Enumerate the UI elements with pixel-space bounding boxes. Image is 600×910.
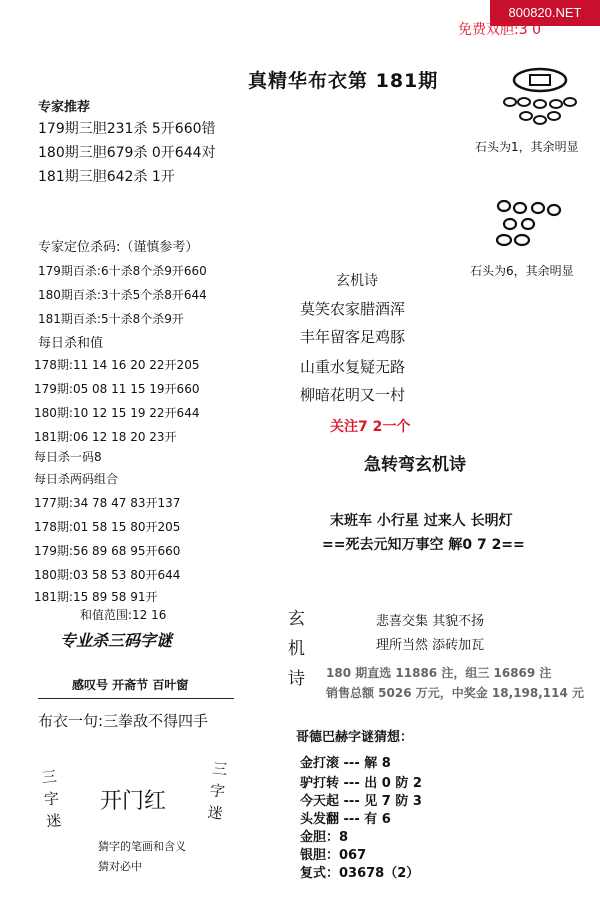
godel-row: 今天起 --- 见 7 防 3 [300,794,422,809]
position-kill-row: 179期百杀:6十杀8个杀9开660 [38,264,207,278]
xuan-char: 玄 [288,609,305,629]
turn-line: 末班车 小行星 过来人 长明灯 [330,513,513,529]
three-word-left-char: 迷 [45,811,63,831]
stones-top-caption: 石头为1，其余明显 [475,140,579,154]
mystic-poem-heading: 玄机诗 [336,273,378,289]
mystic-poem-line: 柳暗花明又一村 [300,386,406,404]
godel-row: 复式：03678（2） [300,866,420,881]
position-kill-heading: 专家定位杀码:（谨慎参考） [38,240,199,255]
page-title: 真精华布衣第 181期 [248,70,439,92]
xuan-char: 机 [288,639,305,659]
stones-top-illustration [490,66,590,136]
divider [38,698,234,699]
daily-two-row: 180期:03 58 53 80开644 [34,568,181,582]
daily-sum-row: 179期:05 08 11 15 19开660 [34,382,200,396]
sales-line: 180 期直选 11886 注，组三 16869 注 [326,666,552,680]
stones-bottom-illustration [488,196,578,252]
three-word-right [207,757,229,824]
free-double-label: 免费双胆:3 0 [458,22,541,38]
daily-two-heading: 每日杀两码组合 [34,472,119,486]
position-kill-row: 180期百杀:3十杀5个杀8开644 [38,288,207,302]
daily-sum-row: 178期:11 14 16 20 22开205 [34,358,200,372]
xuan-vertical-title [288,604,305,694]
position-kill-row: 181期百杀:5十杀8个杀9开 [38,312,184,326]
three-word-hint: 猜字的笔画和含义 [98,840,186,853]
mystic-poem-line: 莫笑农家腊酒浑 [300,300,406,318]
buyi-line: 布衣一句:三拳敌不得四手 [38,712,209,730]
godel-row: 头发翻 --- 有 6 [300,812,391,827]
three-word-right-char: 字 [209,781,226,801]
godel-heading: 哥德巴赫字谜猜想： [296,730,414,745]
godel-row: 金胆：8 [300,830,349,845]
godel-row: 银胆：067 [300,848,367,863]
turn-poem-title: 急转弯玄机诗 [364,455,466,475]
three-word-left-char: 字 [43,789,60,809]
three-word-hint: 猜对必中 [98,860,142,873]
xuan-line: 理所当然 添砖加瓦 [376,638,485,653]
daily-two-row: 179期:56 89 68 95开660 [34,544,181,558]
sum-range: 和值范围:12 16 [80,608,167,622]
stones-bottom-caption: 石头为6，其余明显 [470,264,574,278]
riddle-title: 专业杀三码字谜 [60,631,173,650]
site-badge[interactable]: 800820.NET [490,0,600,26]
expert-row: 181期三胆642杀 1开 [38,169,175,185]
riddle-line: 感叹号 开斋节 百叶窗 [72,678,189,692]
daily-two-row: 178期:01 58 15 80开205 [34,520,181,534]
mystic-poem-line: 丰年留客足鸡豚 [300,328,406,346]
three-word-right-char: 三 [211,759,229,779]
expert-row: 180期三胆679杀 0开644对 [38,145,216,161]
daily-two-row: 177期:34 78 47 83开137 [34,496,181,510]
expert-row: 179期三胆231杀 5开660错 [38,121,216,137]
mystic-poem-line: 山重水复疑无路 [300,358,406,376]
three-word-right-char: 迷 [206,803,224,823]
daily-sum-row: 181期:06 12 18 20 23开 [34,430,177,444]
daily-one-heading: 每日杀一码8 [34,450,102,464]
daily-sum-row: 180期:10 12 15 19 22开644 [34,406,200,420]
three-word-left-char: 三 [40,767,58,787]
turn-answer: ==死去元知万事空 解0 7 2== [322,537,525,553]
focus-note: 关注7 2一个 [330,419,411,435]
three-word-answer: 开门红 [100,789,167,814]
xuan-char: 诗 [288,669,305,689]
daily-sum-heading: 每日杀和值 [38,336,104,351]
sales-line: 销售总额 5026 万元，中奖金 18,198,114 元 [326,686,585,700]
godel-row: 金打滚 --- 解 8 [300,756,391,771]
three-word-left [41,765,63,832]
expert-heading: 专家推荐 [38,100,91,115]
godel-row: 驴打转 --- 出 0 防 2 [300,776,422,791]
xuan-line: 悲喜交集 其貌不扬 [376,614,485,629]
daily-two-row: 181期:15 89 58 91开 [34,590,158,604]
